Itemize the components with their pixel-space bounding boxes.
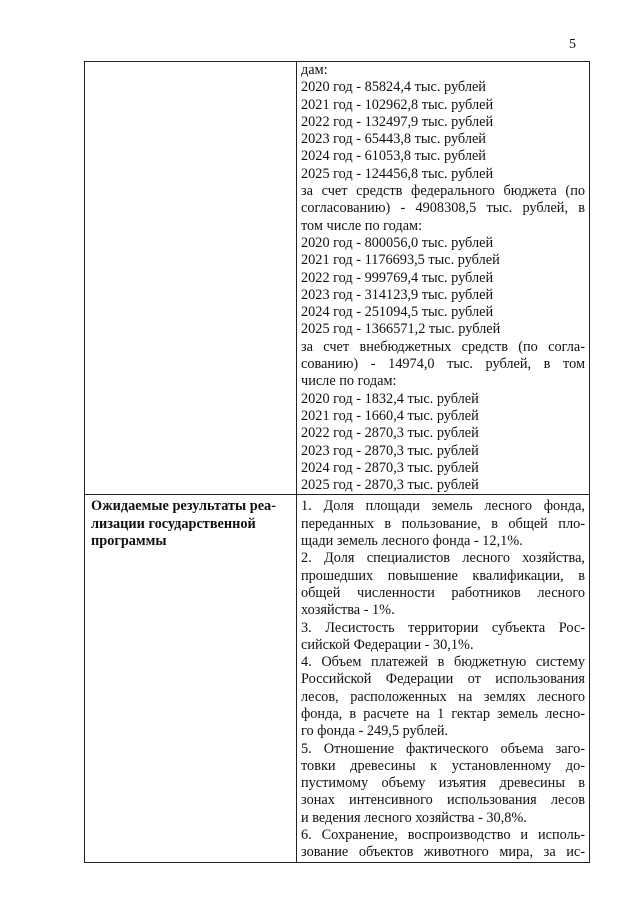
right-cell-results: [297, 495, 590, 863]
expected-results-line: лесов, расположенных на землях лесного: [301, 688, 585, 705]
expected-results-text: [297, 495, 589, 861]
funding-line: 2020 год - 85824,4 тыс. рублей: [301, 79, 486, 96]
funding-line: 2023 год - 65443,8 тыс. рублей: [301, 131, 486, 148]
funding-line: 2023 год - 2870,3 тыс. рублей: [301, 442, 479, 459]
expected-results-line: зонах интенсивного использования лесов: [301, 792, 585, 809]
right-cell-funding: [297, 62, 590, 495]
expected-results-line: 2. Доля специалистов лесного хозяйства,: [301, 550, 585, 567]
funding-line: за счет внебюджетных средств (по согла-: [301, 338, 585, 355]
funding-line: 2021 год - 1660,4 тыс. рублей: [301, 407, 479, 424]
expected-results-line: хозяйства - 1%.: [301, 602, 395, 619]
expected-results-line: переданных в пользование, в общей пло-: [301, 515, 585, 532]
funding-line: 2025 год - 1366571,2 тыс. рублей: [301, 321, 501, 338]
expected-results-line: товки древесины к установленному до-: [301, 757, 585, 774]
funding-line: 2021 год - 1176693,5 тыс. рублей: [301, 252, 500, 269]
funding-line: согласованию) - 4908308,5 тыс. рублей, в: [301, 200, 585, 217]
table-row-expected-results: [85, 495, 590, 863]
expected-results-line: 1. Доля площади земель лесного фонда,: [301, 498, 585, 515]
table-row-funding: [85, 62, 590, 495]
funding-line: том числе по годам:: [301, 217, 423, 234]
funding-line: 2024 год - 251094,5 тыс. рублей: [301, 304, 494, 321]
expected-results-line: фонда, в расчете на 1 гектар земель лесно-: [301, 705, 585, 722]
funding-line: 2022 год - 2870,3 тыс. рублей: [301, 425, 479, 442]
expected-results-line: и ведения лесного хозяйства - 30,8%.: [301, 809, 527, 826]
funding-text: [297, 62, 589, 494]
funding-line: 2020 год - 800056,0 тыс. рублей: [301, 234, 494, 251]
funding-line: 2025 год - 124456,8 тыс. рублей: [301, 165, 494, 182]
expected-results-line: прошедших повышение квалификации, в: [301, 567, 585, 584]
funding-line: числе по годам:: [301, 373, 397, 390]
left-cell-label: [85, 62, 296, 65]
expected-results-line: 4. Объем платежей в бюджетную систему: [301, 654, 585, 671]
expected-results-label: [85, 495, 296, 550]
expected-results-line: пустимому объему изъятия древесины в: [301, 775, 585, 792]
expected-results-line: го фонда - 249,5 рублей.: [301, 723, 449, 740]
expected-results-line: 3. Лесистость территории субъекта Рос-: [301, 619, 585, 636]
left-cell-empty: [85, 62, 297, 495]
left-cell-results-label: [85, 495, 297, 863]
funding-line: 2025 год - 2870,3 тыс. рублей: [301, 477, 479, 494]
expected-results-label-line: лизации государственной: [91, 515, 256, 532]
expected-results-label-line: Ожидаемые результаты реа-: [91, 498, 276, 515]
expected-results-line: щади земель лесного фонда - 12,1%.: [301, 533, 523, 550]
expected-results-label-line: программы: [91, 533, 167, 550]
funding-line: 2021 год - 102962,8 тыс. рублей: [301, 96, 494, 113]
page-number: 5: [569, 37, 576, 52]
funding-line: 2022 год - 999769,4 тыс. рублей: [301, 269, 494, 286]
funding-line: за счет средств федерального бюджета (по: [301, 183, 585, 200]
expected-results-line: сийской Федерации - 30,1%.: [301, 636, 474, 653]
expected-results-line: 5. Отношение фактического объема заго-: [301, 740, 585, 757]
funding-line: 2024 год - 2870,3 тыс. рублей: [301, 459, 479, 476]
program-passport-table: [84, 61, 590, 863]
funding-line: 2022 год - 132497,9 тыс. рублей: [301, 113, 494, 130]
funding-line: 2023 год - 314123,9 тыс. рублей: [301, 286, 494, 303]
funding-line: 2024 год - 61053,8 тыс. рублей: [301, 148, 486, 165]
expected-results-line: общей численности работников лесного: [301, 584, 585, 601]
expected-results-line: зование объектов животного мира, за ис-: [301, 844, 585, 861]
funding-line: дам:: [301, 62, 328, 78]
expected-results-line: Российской Федерации от использования: [301, 671, 585, 688]
funding-line: 2020 год - 1832,4 тыс. рублей: [301, 390, 479, 407]
funding-line: сованию) - 14974,0 тыс. рублей, в том: [301, 356, 585, 373]
expected-results-line: 6. Сохранение, воспроизводство и исполь-: [301, 827, 585, 844]
